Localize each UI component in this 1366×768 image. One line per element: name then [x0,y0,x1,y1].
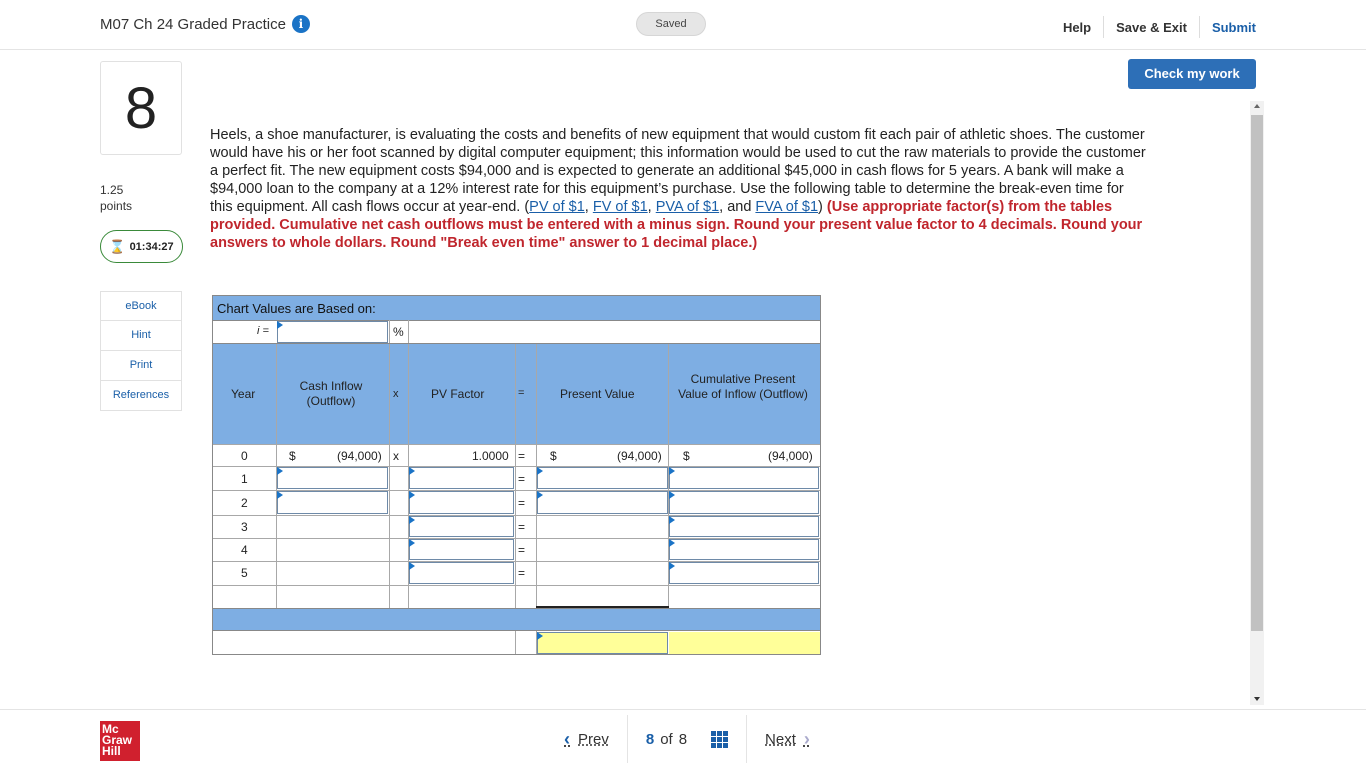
header-multiply: x [393,388,399,400]
prev-label: Prev [578,730,609,748]
total-pages: 8 [678,730,688,748]
pv-factor-value: 1.0000 [472,449,509,463]
header-equals: = [518,387,525,399]
cumulative-value: (94,000) [768,449,813,463]
header-present-value: Present Value [560,387,635,401]
break-even-input[interactable] [537,632,668,654]
fv-table-link[interactable]: FV of $1 [592,199,648,215]
link-close: ) [818,199,827,215]
present-value-input-year-2[interactable] [537,491,668,514]
pv-factor-input-year-1[interactable] [409,467,514,489]
currency-symbol: $ [289,449,296,463]
cash-flow-input-year-2[interactable] [277,491,388,514]
cash-flow-value: (94,000) [337,449,382,463]
input-marker-icon [537,632,543,640]
top-actions [1051,16,1256,38]
year-cell: 4 [241,543,248,557]
year-cell: 2 [241,496,248,510]
header-cumulative: Cumulative Present Value of Inflow (Outflow) [678,372,808,401]
hint-link[interactable]: Hint [100,321,182,351]
header-cash-inflow: Cash Inflow (Outflow) [299,379,363,408]
next-button[interactable] [747,729,828,750]
timer-value: 01:34:27 [129,240,174,253]
grid-icon[interactable] [711,731,728,748]
save-exit-link[interactable]: Save & Exit [1116,19,1187,35]
logo-line: Hill [102,744,121,758]
pva-table-link[interactable]: PVA of $1 [655,199,720,215]
currency-symbol: $ [683,449,690,463]
chevron-left-icon: ‹ [564,728,570,749]
assignment-title [100,15,310,33]
submit-link[interactable]: Submit [1211,19,1256,35]
help-link[interactable]: Help [1062,19,1092,35]
references-link[interactable]: References [100,381,182,411]
ebook-link[interactable]: eBook [100,291,182,321]
cumulative-input-year-1[interactable] [669,467,819,489]
of-label: of [660,730,673,748]
scroll-up-icon[interactable] [1254,104,1260,108]
resource-links [100,291,182,411]
equals-sign: = [518,496,526,510]
question-instructions: (Use appropriate factor(s) from the tables provided. Cumulative net cash outflows must be entered with a minus sign. Round your present value factor to 4 decimals. Round your answers to whole dollars. Round "Break even time" answer to 1 decimal place.) [210,199,1143,251]
cumulative-input-year-5[interactable] [669,562,819,584]
year-cell: 5 [241,566,248,580]
hourglass-icon: ⌛ [109,238,126,254]
info-icon[interactable]: i [292,15,310,33]
check-my-work-button[interactable]: Check my work [1128,59,1256,89]
pv-factor-input-year-3[interactable] [409,516,514,537]
page-indicator[interactable] [627,715,747,763]
vertical-scrollbar[interactable] [1250,101,1264,705]
break-even-result [669,632,820,654]
link-separator: , [647,199,656,215]
pv-factor-input-year-4[interactable] [409,539,514,560]
year-cell: 1 [241,472,248,486]
mcgraw-hill-logo [100,721,140,761]
chart-title: Chart Values are Based on: [217,301,376,316]
next-label: Next [765,730,796,748]
year-cell: 3 [241,520,248,534]
cumulative-input-year-2[interactable] [669,491,819,514]
equals-sign: = [518,566,526,580]
current-page: 8 [645,730,655,748]
pv-factor-input-year-2[interactable] [409,491,514,514]
assignment-title-text: M07 Ch 24 Graded Practice [100,15,286,33]
equals-sign: = [518,472,526,486]
pv-table-link[interactable]: PV of $1 [529,199,585,215]
saved-status-badge: Saved [636,12,706,36]
points-label: points [100,199,133,213]
question-number: 8 [100,61,182,155]
question-text [210,126,1150,252]
points-info [100,182,132,214]
header-year: Year [231,387,256,401]
equals-sign: = [518,520,526,534]
prev-button[interactable] [546,729,627,750]
percent-sign: % [393,325,404,339]
print-link[interactable]: Print [100,351,182,381]
chevron-right-icon: › [803,728,810,749]
currency-symbol: $ [550,449,557,463]
scroll-down-icon[interactable] [1254,697,1260,701]
equals-sign: = [518,449,526,463]
timer[interactable] [100,230,183,263]
question-body: Heels, a shoe manufacturer, is evaluating the costs and benefits of new equipment that would custom fit each pair of athletic shoes. The customer would have his or her foot scanned by digital computer equipment; this information would be used to cut the raw materials to provide the customer a perfect fit. The new equipment costs $94,000 and is expected to generate an additional $45,000 in cash flows for 5 years. A bank will make a $94,000 loan to the company at a 12% interest rate for this equipment’s purchase. Use the following table to determine the break-even time for this equipment. All cash flows occur at year-end. ( [210,127,1146,215]
interest-rate-input[interactable] [277,321,388,343]
link-separator: , and [719,199,756,215]
points-value: 1.25 [100,183,124,197]
cash-flow-input-year-1[interactable] [277,467,388,489]
summary-band [213,608,820,631]
scroll-thumb[interactable] [1251,115,1263,631]
question-navigation [546,715,828,763]
break-even-table [212,295,821,655]
logo-line: Graw [102,733,133,747]
present-value-input-year-1[interactable] [537,467,668,489]
top-bar [0,0,1366,50]
present-value-value: (94,000) [617,449,662,463]
fva-table-link[interactable]: FVA of $1 [755,199,819,215]
cumulative-input-year-4[interactable] [669,539,819,560]
multiply-sign: x [393,449,399,463]
pv-factor-input-year-5[interactable] [409,562,514,584]
cumulative-input-year-3[interactable] [669,516,819,537]
footer [0,709,1366,768]
logo-line: Mc [102,722,119,736]
equals-sign: = [518,543,526,557]
interest-rate-label: i = [257,325,269,337]
link-separator: , [584,199,593,215]
year-cell: 0 [241,449,248,463]
header-pv-factor: PV Factor [431,387,485,401]
